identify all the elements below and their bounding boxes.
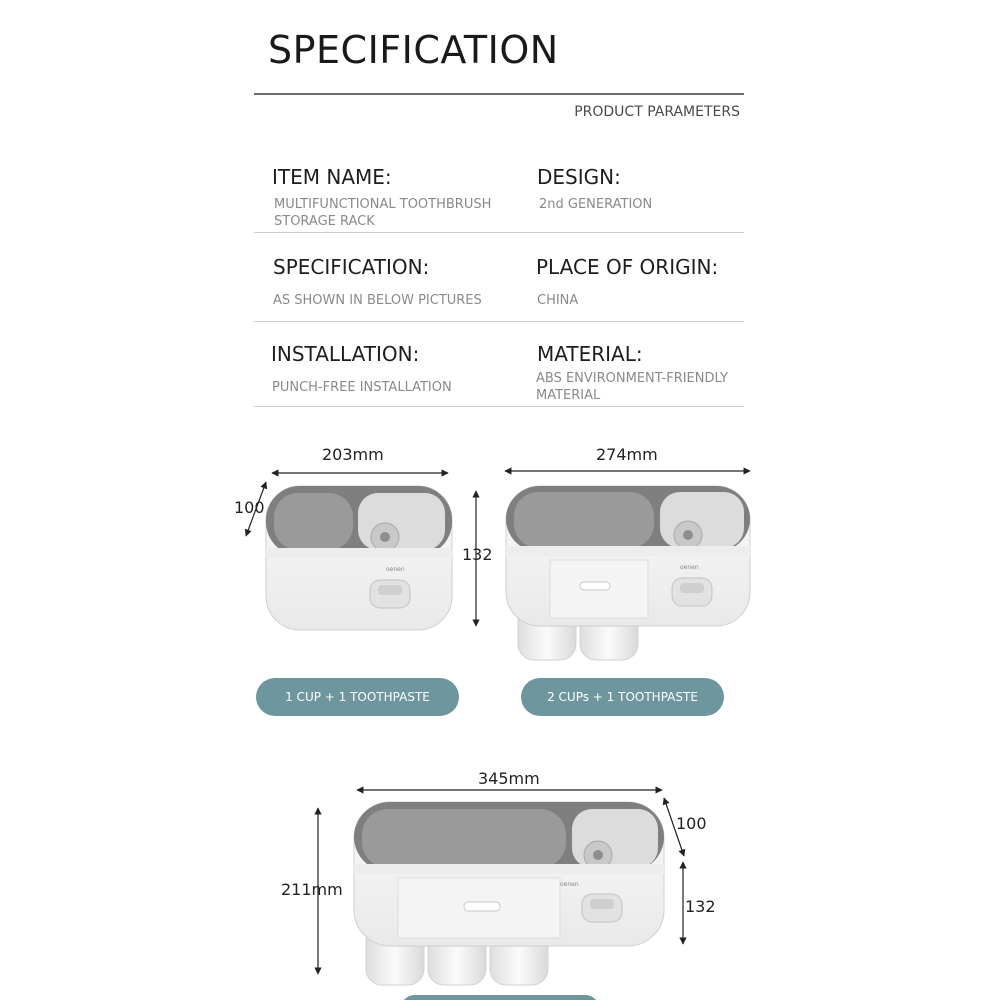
product-2-width-label: 274mm — [596, 445, 658, 464]
param-value-item-name: MULTIFUNCTIONAL TOOTHBRUSH STORAGE RACK — [274, 197, 492, 229]
param-value-material: ABS ENVIRONMENT-FRIENDLY MATERIAL — [536, 371, 728, 403]
param-label-material: MATERIAL: — [537, 342, 643, 366]
param-label-item-name: ITEM NAME: — [272, 165, 392, 189]
param-label-installation: INSTALLATION: — [271, 342, 420, 366]
product-3-depth-label: 100 — [676, 814, 707, 833]
product-1-cup-extruder — [266, 486, 452, 630]
product-3-three-cups-extruder — [354, 802, 664, 985]
product-2-two-cups-extruder — [506, 486, 750, 660]
param-value-design: 2nd GENERATION — [539, 197, 653, 212]
param-label-design: DESIGN: — [537, 165, 621, 189]
product-3-width-label: 345mm — [478, 769, 540, 788]
param-value-specification: AS SHOWN IN BELOW PICTURES — [273, 293, 482, 308]
product-1-width-label: 203mm — [322, 445, 384, 464]
page-title: SPECIFICATION — [268, 28, 559, 72]
product-1-depth-label: 100 — [234, 498, 265, 517]
param-label-origin: PLACE OF ORIGIN: — [536, 255, 719, 279]
product-2-caption: 2 CUPs + 1 TOOTHPASTE EXTRUDER — [521, 678, 724, 716]
svg-text:oenen: oenen — [680, 564, 699, 571]
product-1-caption: 1 CUP + 1 TOOTHPASTE EXTRUDER — [256, 678, 459, 716]
svg-text:oenen: oenen — [560, 881, 579, 888]
product-3-height-label: 132 — [685, 897, 716, 916]
svg-text:oenen: oenen — [386, 566, 405, 573]
product-1-height-label: 132 — [462, 545, 493, 564]
param-value-installation: PUNCH-FREE INSTALLATION — [272, 380, 452, 395]
param-value-origin: CHINA — [537, 293, 579, 308]
param-label-specification: SPECIFICATION: — [273, 255, 430, 279]
section-subtitle: PRODUCT PARAMETERS — [574, 104, 740, 120]
product-3-total-height-label: 211mm — [281, 880, 343, 899]
